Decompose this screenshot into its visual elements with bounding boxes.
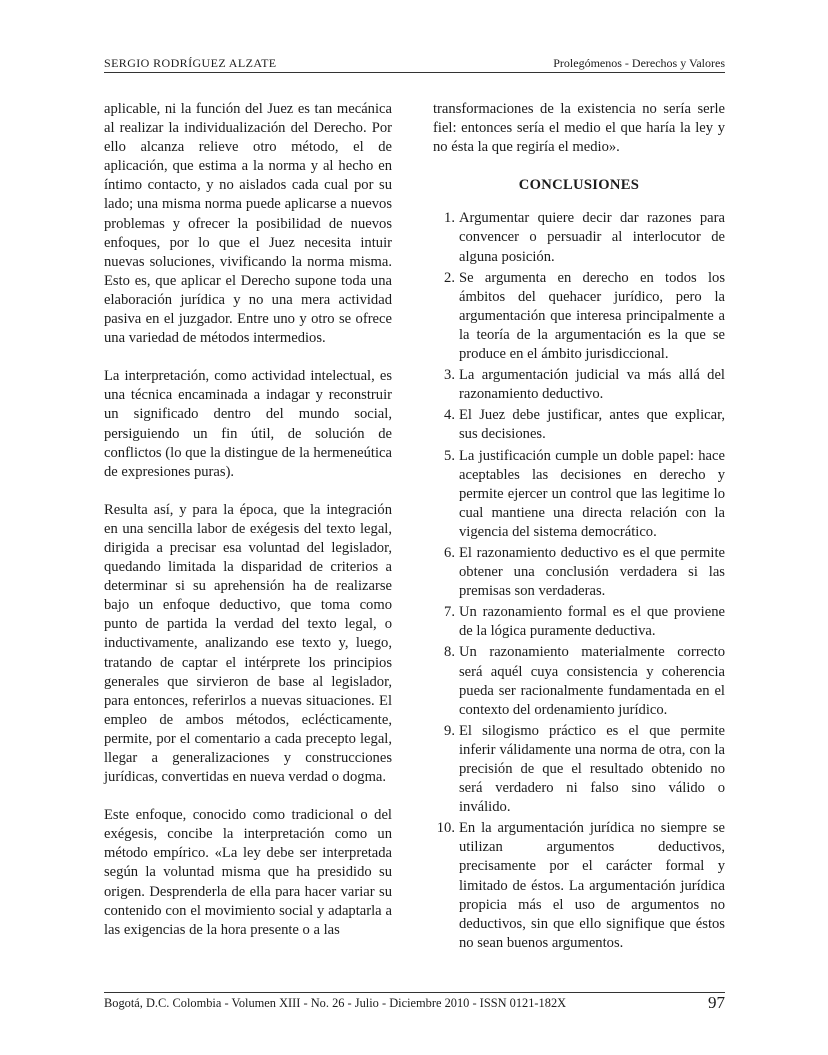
paragraph: aplicable, ni la función del Juez es tan mecánica al realizar la individualización del Derecho. Por ello alcanza relieve otro método, el de aplicación, que estima a la norma y al hecho en íntimo contacto, y no aislados cada cual por su lado; una misma norma puede aplicarse a nuevos problemas y ofrecer la posibilidad de nuevos enfoques, por lo que el Juez necesita intuir nuevas soluciones, vivificando la norma misma. Esto es, que aplicar el Derecho supone toda una elaboración jurídica y no una mera actividad pasiva en el juzgador. Entre uno y otro se ofrece una variedad de métodos intermedios. bbox=[104, 101, 392, 347]
list-item-text: Un razonamiento materialmente correcto será aquél cuya consistencia y coherencia pueda ser racionalmente fundamentada en el contexto del ordenamiento jurídico. bbox=[459, 644, 725, 718]
list-item bbox=[433, 366, 725, 404]
list-item-text: En la argumentación jurídica no siempre se utilizan argumentos deductivos, precisamente por el carácter formal y limitado de éstos. La argumentación jurídica propicia más el uso de argumentos no deductivos, sin que ello signifique que éstos no sean buenos argumentos. bbox=[459, 820, 725, 951]
list-item-text: El razonamiento deductivo es el que permite obtener una conclusión verdadera si las premisas son verdaderas. bbox=[459, 544, 725, 600]
left-column bbox=[104, 100, 392, 959]
list-item bbox=[433, 819, 725, 953]
paragraph: Resulta así, y para la época, que la integración en una sencilla labor de exégesis del texto legal, dirigida a precisar esa voluntad del legislador, quedando limitada la disparidad de criterios a determinar si su aprehensión ha de realizarse bajo un enfoque deductivo, que toma como punto de partida la verdad del texto legal, o inductivamente, analizando ese texto y, luego, tratando de captar el intérprete los principios generales que sirvieron de base al legislador, para entonces, referirlos a nuevas situaciones. El empleo de ambos métodos, eclécticamente, permite, por el comentario a cada precepto legal, llegar a generalizaciones y construcciones jurídicas, convertidas en nueva verdad o dogma. bbox=[104, 501, 392, 786]
list-item-text: Un razonamiento formal es el que proviene de la lógica puramente deductiva. bbox=[459, 604, 725, 640]
list-item bbox=[433, 544, 725, 601]
list-item-text: El silogismo práctico es el que permite inferir válidamente una norma de otra, con la precisión de que el resultado obtenido no será verdadero ni falso sino válido o inválido. bbox=[459, 722, 725, 816]
list-item-text: La argumentación judicial va más allá del razonamiento deductivo. bbox=[459, 367, 725, 403]
list-item bbox=[433, 447, 725, 542]
conclusions-list bbox=[433, 209, 725, 953]
list-item-number: 2. bbox=[444, 269, 455, 286]
running-footer bbox=[104, 992, 725, 1023]
paragraph: transformaciones de la existencia no sería serle fiel: entonces sería el medio el que haría la ley y no ésta la que regiría el medio». bbox=[433, 101, 725, 156]
list-item-number: 8. bbox=[444, 644, 455, 661]
footer-citation: Bogotá, D.C. Colombia - Volumen XIII - No. 26 - Julio - Diciembre 2010 - ISSN 0121-182X bbox=[104, 996, 567, 1010]
page-number: 97 bbox=[708, 993, 725, 1012]
list-item bbox=[433, 269, 725, 364]
running-header bbox=[104, 54, 725, 73]
list-item-text: Argumentar quiere decir dar razones para convencer o persuadir al interlocutor de alguna posición. bbox=[459, 210, 725, 265]
header-running-title: Prolegómenos - Derechos y Valores bbox=[553, 56, 725, 70]
list-item-number: 5. bbox=[444, 447, 455, 464]
list-item bbox=[433, 722, 725, 817]
list-item-number: 10. bbox=[436, 820, 455, 837]
paragraph: La interpretación, como actividad intelectual, es una técnica encaminada a indagar y reconstruir un significado dentro del mundo social, persiguiendo un fin útil, de solución de conflictos (lo que la distingue de la hermeneútica de expresiones puras). bbox=[104, 368, 392, 480]
list-item-text: La justificación cumple un doble papel: hace aceptables las decisiones en derecho y permite ejercer un control que las legitime lo cual mantiene una directa relación con la vigencia del sistema democrático. bbox=[459, 447, 725, 540]
list-item-number: 3. bbox=[444, 367, 455, 384]
list-item-text: El Juez debe justificar, antes que explicar, sus decisiones. bbox=[459, 407, 725, 443]
list-item-number: 7. bbox=[444, 604, 455, 621]
list-item-number: 1. bbox=[444, 210, 455, 227]
list-item-number: 9. bbox=[444, 722, 455, 739]
list-item-text: Se argumenta en derecho en todos los ámbitos del quehacer jurídico, pero la argumentación que interesa principalmente a la teoría de la argumentación es la que se produce en el ámbito jurisdiccional. bbox=[459, 269, 725, 363]
list-item-number: 4. bbox=[444, 407, 455, 424]
list-item-number: 6. bbox=[444, 544, 455, 561]
list-item bbox=[433, 209, 725, 266]
right-column bbox=[433, 100, 725, 955]
list-item bbox=[433, 643, 725, 719]
header-author: SERGIO RODRÍGUEZ ALZATE bbox=[104, 56, 277, 70]
list-item bbox=[433, 603, 725, 641]
paragraph: Este enfoque, conocido como tradicional o del exégesis, concibe la interpretación como un método empírico. «La ley debe ser interpretada según la voluntad misma que ha presidido su origen. Desprenderla de ella para hacer variar su contenido con el movimiento social y adaptarla a las exigencias de la hora presente o a las bbox=[104, 807, 392, 938]
section-heading: CONCLUSIONES bbox=[518, 177, 640, 194]
list-item bbox=[433, 406, 725, 444]
